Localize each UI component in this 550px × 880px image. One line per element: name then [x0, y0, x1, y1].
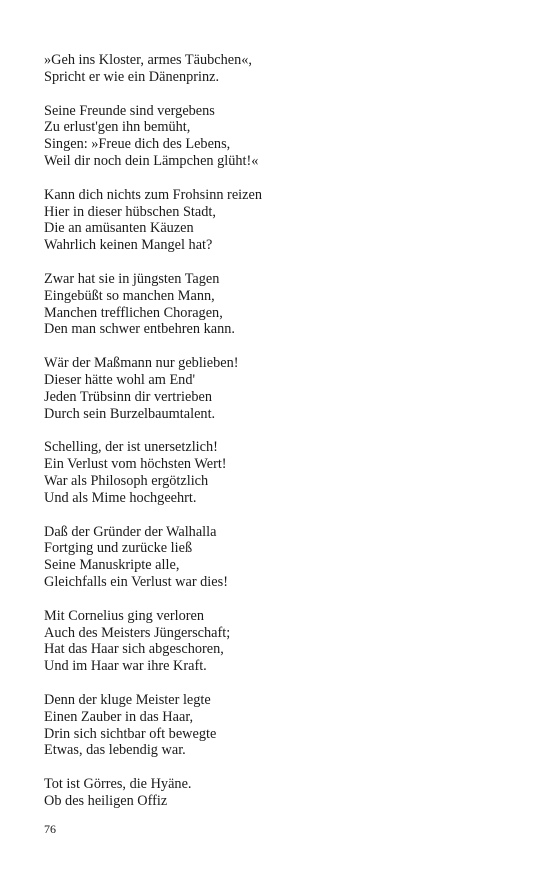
- stanza: [44, 271, 524, 338]
- verse-line: Dieser hätte wohl am End': [44, 371, 196, 388]
- verse-line: Drin sich sichtbar oft bewegte: [44, 725, 217, 742]
- stanza: [44, 355, 524, 422]
- stanza: [44, 103, 524, 170]
- page-number: 76: [44, 822, 56, 836]
- verse-line: Singen: »Freue dich des Lebens,: [44, 136, 231, 153]
- verse-line: Denn der kluge Meister legte: [44, 691, 211, 708]
- verse-line: Zwar hat sie in jüngsten Tagen: [44, 270, 220, 287]
- verse-line: Kann dich nichts zum Frohsinn reizen: [44, 186, 262, 203]
- verse-line: Wär der Maßmann nur geblieben!: [44, 355, 239, 372]
- verse-line: »Geh ins Kloster, armes Täubchen«,: [44, 52, 253, 68]
- verse-line: Daß der Gründer der Walhalla: [44, 523, 217, 540]
- verse-line: Seine Freunde sind vergebens: [44, 102, 215, 119]
- stanza: [44, 52, 524, 86]
- verse-line: Tot ist Görres, die Hyäne.: [44, 776, 192, 793]
- verse-line: Und als Mime hochgeehrt.: [44, 489, 197, 506]
- verse-line: Auch des Meisters Jüngerschaft;: [44, 624, 231, 641]
- verse-line: Gleichfalls ein Verlust war dies!: [44, 573, 228, 590]
- verse-line: Zu erlust'gen ihn bemüht,: [44, 119, 191, 136]
- verse-line: Etwas, das lebendig war.: [44, 742, 186, 759]
- verse-line: Seine Manuskripte alle,: [44, 557, 180, 574]
- verse-line: Ob des heiligen Offiz: [44, 792, 168, 809]
- verse-line: Schelling, der ist unersetzlich!: [44, 439, 218, 456]
- verse-line: Ein Verlust vom höchsten Wert!: [44, 456, 227, 473]
- verse-line: Eingebüßt so manchen Mann,: [44, 287, 215, 304]
- verse-line: Einen Zauber in das Haar,: [44, 708, 194, 725]
- stanza: [44, 439, 524, 506]
- verse-line: Hat das Haar sich abgeschoren,: [44, 641, 224, 658]
- stanza: [44, 608, 524, 675]
- stanza: [44, 187, 524, 254]
- poem-body: [44, 52, 524, 827]
- verse-line: War als Philosoph ergötzlich: [44, 472, 209, 489]
- stanza: [44, 776, 524, 810]
- verse-line: Manchen trefflichen Choragen,: [44, 304, 223, 321]
- stanza: [44, 692, 524, 759]
- verse-line: Weil dir noch dein Lämpchen glüht!«: [44, 152, 259, 169]
- verse-line: Hier in dieser hübschen Stadt,: [44, 203, 216, 220]
- verse-line: Den man schwer entbehren kann.: [44, 321, 235, 338]
- verse-line: Die an amüsanten Käuzen: [44, 220, 194, 237]
- verse-line: Jeden Trübsinn dir vertrieben: [44, 388, 212, 405]
- verse-line: Wahrlich keinen Mangel hat?: [44, 237, 213, 254]
- verse-line: Fortging und zurücke ließ: [44, 540, 193, 557]
- verse-line: Spricht er wie ein Dänenprinz.: [44, 68, 220, 85]
- verse-line: Und im Haar war ihre Kraft.: [44, 658, 207, 675]
- stanza: [44, 524, 524, 591]
- verse-line: Durch sein Burzelbaumtalent.: [44, 405, 216, 422]
- verse-line: Mit Cornelius ging verloren: [44, 607, 205, 624]
